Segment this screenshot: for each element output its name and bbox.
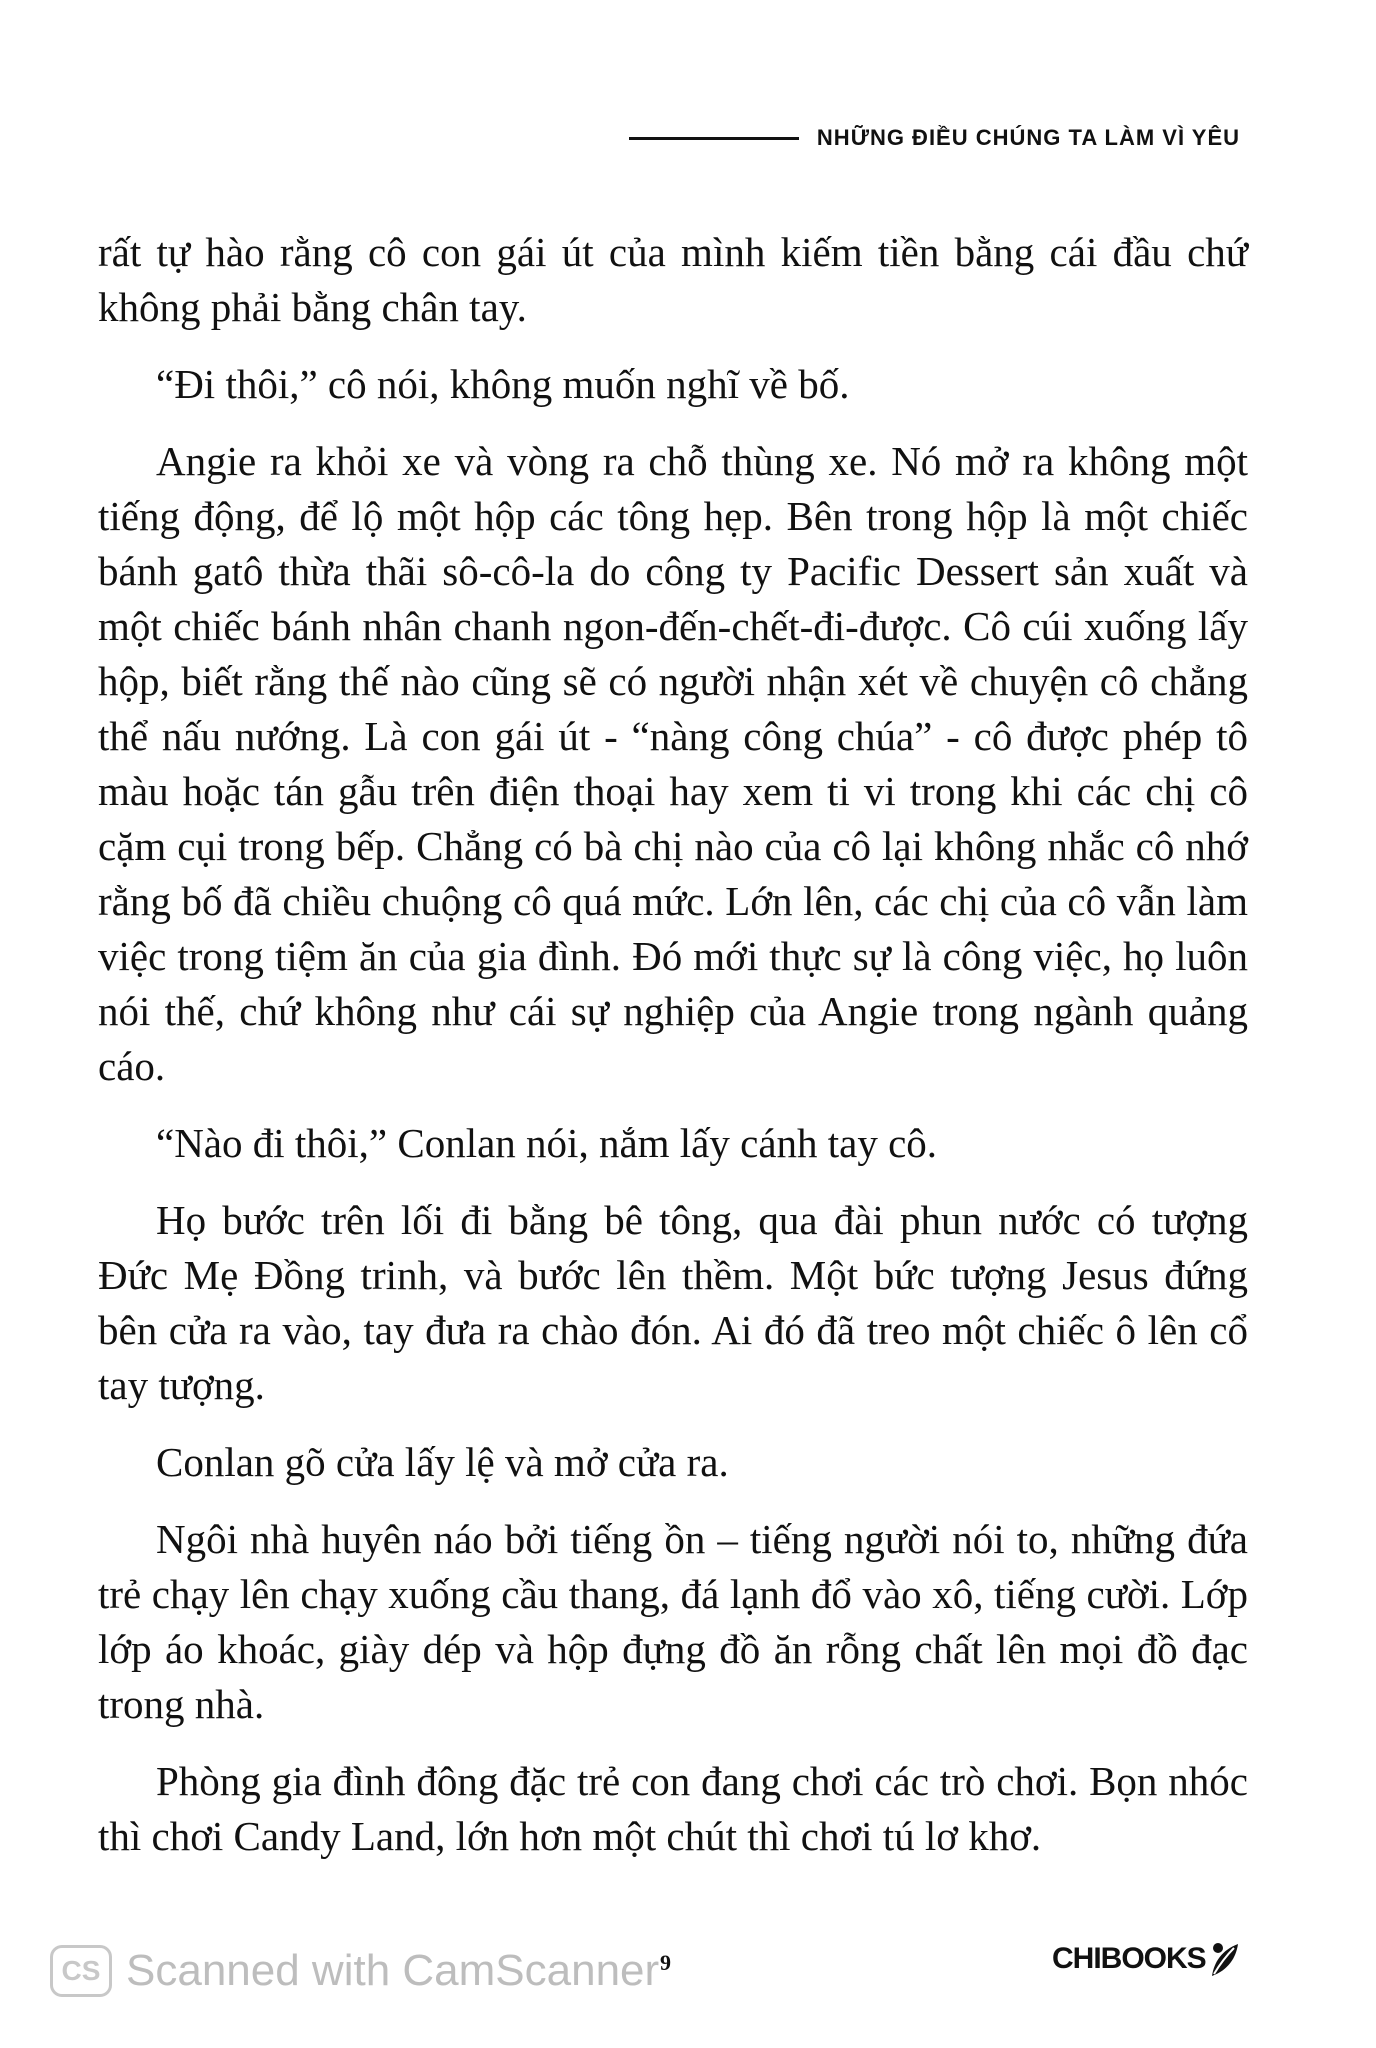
running-header xyxy=(560,118,1240,158)
leaf-icon xyxy=(1208,1940,1242,1978)
publisher-logo xyxy=(1052,1940,1242,1978)
paragraph-7: Ngôi nhà huyên náo bởi tiếng ồn – tiếng người nói to, những đứa trẻ chạy lên chạy xuống cầu thang, đá lạnh đổ vào xô, tiếng cười. Lớp lớp áo khoác, giày dép và hộp đựng đồ ăn rỗng chất lên mọi đồ đạc trong nhà. xyxy=(98,1516,1248,1727)
paragraph-3: Angie ra khỏi xe và vòng ra chỗ thùng xe. Nó mở ra không một tiếng động, để lộ một hộp các tông hẹp. Bên trong hộp là một chiếc bánh gatô thừa thãi sô-cô-la do công ty Pacific Dessert sản xuất và một chiếc bánh nhân chanh ngon-đến-chết-đi-được. Cô cúi xuống lấy hộp, biết rằng thế nào cũng sẽ có người nhận xét về chuyện cô chẳng thể nấu nướng. Là con gái út - “nàng công chúa” - cô được phép tô màu hoặc tán gẫu trên điện thoại hay xem ti vi trong khi các chị cô cặm cụi trong bếp. Chẳng có bà chị nào của cô lại không nhắc cô nhớ rằng bố đã chiều chuộng cô quá mức. Lớn lên, các chị của cô vẫn làm việc trong tiệm ăn của gia đình. Đó mới thực sự là công việc, họ luôn nói thế, chứ không như cái sự nghiệp của Angie trong ngành quảng cáo. xyxy=(98,438,1248,1089)
paragraph-2: “Đi thôi,” cô nói, không muốn nghĩ về bố. xyxy=(156,361,850,407)
header-rule xyxy=(629,137,799,140)
paragraph-6: Conlan gõ cửa lấy lệ và mở cửa ra. xyxy=(156,1439,729,1485)
scanner-watermark xyxy=(50,1945,659,1997)
paragraph-1: rất tự hào rằng cô con gái út của mình kiếm tiền bằng cái đầu chứ không phải bằng chân tay. xyxy=(98,229,1248,330)
body-text xyxy=(98,225,1248,1886)
page-number: 9 xyxy=(660,1950,671,1975)
watermark-text: Scanned with CamScanner xyxy=(126,1946,660,1995)
paragraph-5: Họ bước trên lối đi bằng bê tông, qua đài phun nước có tượng Đức Mẹ Đồng trinh, và bước lên thềm. Một bức tượng Jesus đứng bên cửa ra vào, tay đưa ra chào đón. Ai đó đã treo một chiếc ô lên cổ tay tượng. xyxy=(98,1197,1248,1408)
header-title: NHỮNG ĐIỀU CHÚNG TA LÀM VÌ YÊU xyxy=(816,125,1240,150)
publisher-name: CHIBOOKS xyxy=(1052,1942,1206,1975)
paragraph-8: Phòng gia đình đông đặc trẻ con đang chơi các trò chơi. Bọn nhóc thì chơi Candy Land, lớn hơn một chút thì chơi tú lơ khơ. xyxy=(98,1758,1248,1859)
camscanner-icon: CS xyxy=(50,1945,112,1997)
paragraph-4: “Nào đi thôi,” Conlan nói, nắm lấy cánh tay cô. xyxy=(156,1120,938,1166)
